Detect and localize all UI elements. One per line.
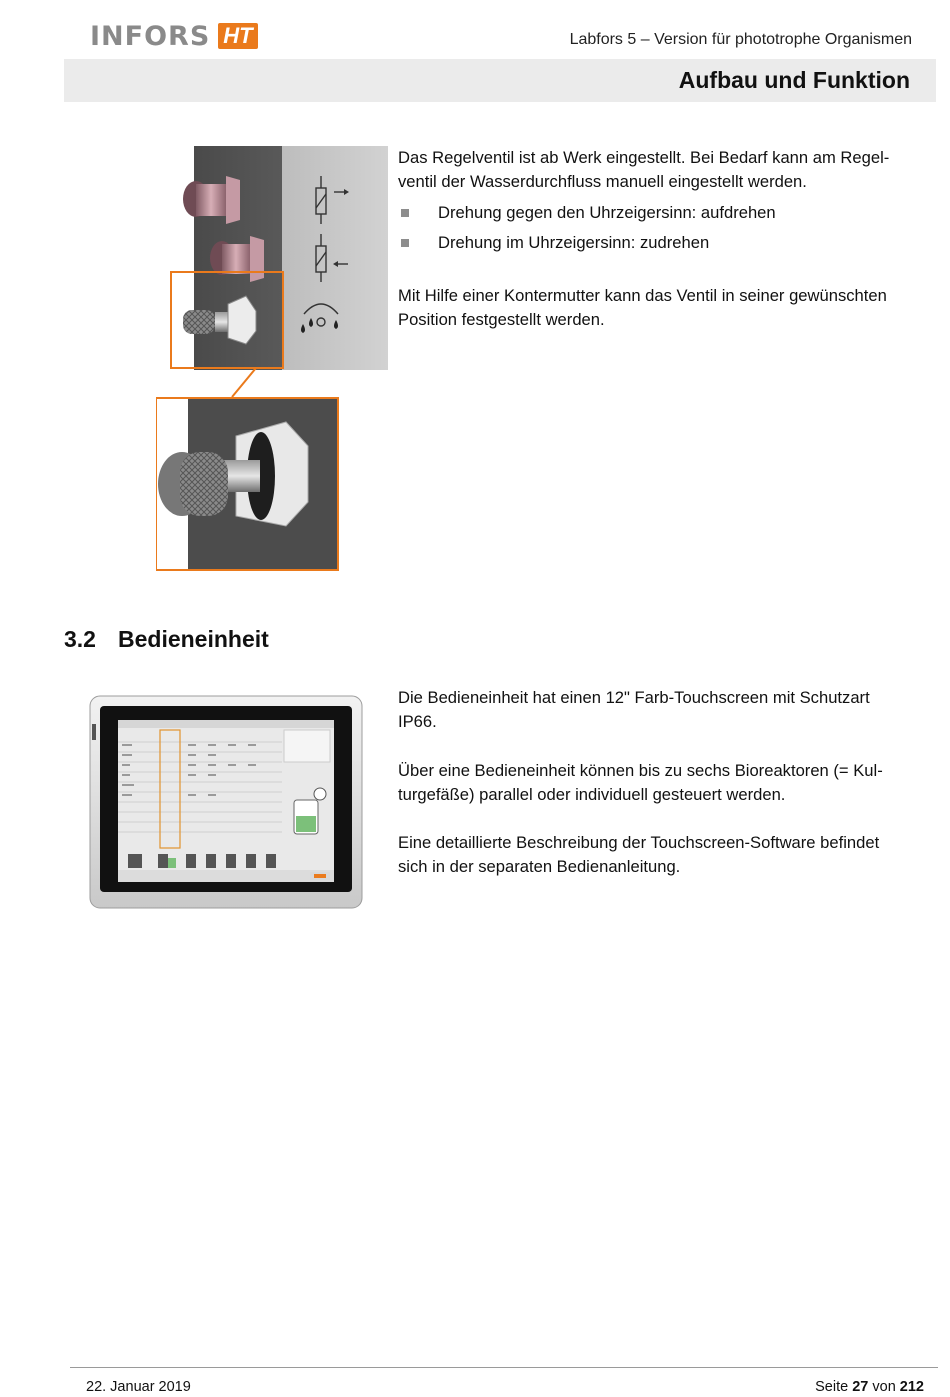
text-line: Mit Hilfe einer Kontermutter kann das Ventil in seiner gewünschten xyxy=(398,286,887,305)
infors-logo xyxy=(90,20,258,52)
square-bullet-icon xyxy=(401,209,409,217)
page-number xyxy=(815,1379,924,1395)
page-prefix: Seite xyxy=(815,1379,849,1395)
logo-badge: HT xyxy=(218,23,257,49)
bullet-text: Drehung gegen den Uhrzeigersinn: aufdrehen xyxy=(438,203,776,222)
text-line: Eine detaillierte Beschreibung der Touchscreen-Software befindet xyxy=(398,833,880,852)
manual-reference-paragraph xyxy=(398,831,938,878)
bioreactor-control-paragraph xyxy=(398,759,938,806)
list-item xyxy=(398,228,938,258)
lock-nut-paragraph xyxy=(398,284,938,331)
text-line: Über eine Bedieneinheit können bis zu sechs Bioreaktoren (= Kul- xyxy=(398,761,883,780)
touchscreen-device-illustration xyxy=(88,694,364,910)
control-valve-illustration xyxy=(156,146,392,576)
text-line: IP66. xyxy=(398,711,437,731)
square-bullet-icon xyxy=(401,239,409,247)
section-heading-title: Bedieneinheit xyxy=(118,626,269,652)
valve-intro-paragraph xyxy=(398,146,938,193)
section-header-bar xyxy=(64,59,936,102)
text-line: Die Bedieneinheit hat einen 12" Farb-Touchscreen mit Schutzart xyxy=(398,688,870,707)
total-pages: 212 xyxy=(899,1379,924,1395)
section-title: Aufbau und Funktion xyxy=(678,67,910,93)
text-line: sich in der separaten Bedienanleitung. xyxy=(398,856,681,876)
logo-text: INFORS xyxy=(90,20,211,52)
footer-date: 22. Januar 2019 xyxy=(86,1379,191,1395)
rotation-bullet-list xyxy=(398,198,938,258)
bullet-text: Drehung im Uhrzeigersinn: zudrehen xyxy=(438,233,710,252)
touchscreen-paragraph xyxy=(398,686,938,733)
section-heading xyxy=(64,626,269,653)
text-line: turgefäße) parallel oder individuell gesteuert werden. xyxy=(398,784,786,804)
text-line: Das Regelventil ist ab Werk eingestellt. Bei Bedarf kann am Regel- xyxy=(398,148,890,167)
current-page: 27 xyxy=(852,1379,869,1395)
text-line: Position festgestellt werden. xyxy=(398,309,605,329)
text-line: ventil der Wasserdurchfluss manuell eingestellt werden. xyxy=(398,171,807,191)
section-number: 3.2 xyxy=(64,626,96,652)
document-title: Labfors 5 – Version für phototrophe Organismen xyxy=(569,31,912,48)
list-item xyxy=(398,198,938,228)
page-mid: von xyxy=(872,1379,896,1395)
footer-divider xyxy=(70,1367,938,1368)
